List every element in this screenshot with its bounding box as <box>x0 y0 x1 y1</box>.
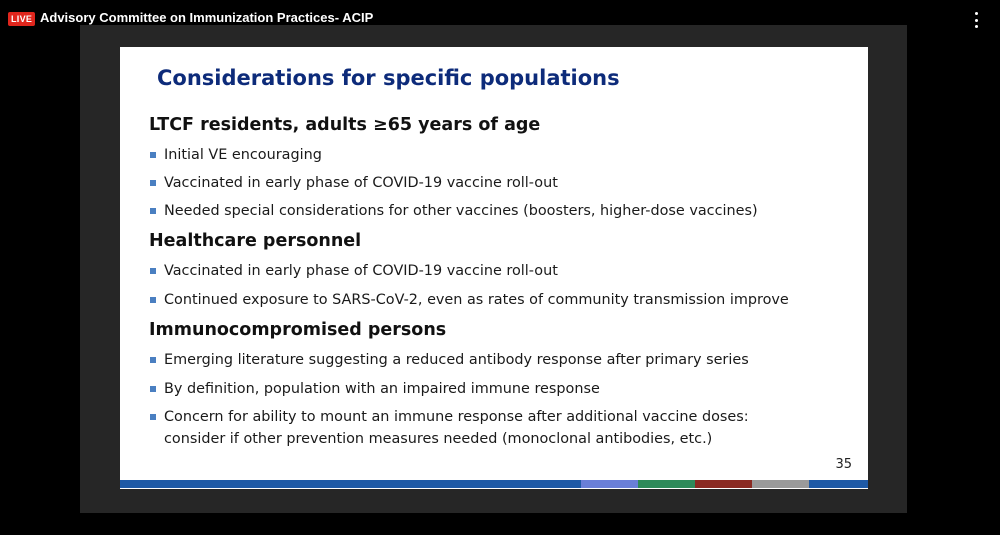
slide-title: Considerations for specific populations <box>157 66 620 90</box>
bullet-item <box>149 144 849 166</box>
footer-segment <box>120 480 581 488</box>
bullet-marker-icon <box>150 208 156 214</box>
bullet-text: Continued exposure to SARS-CoV-2, even as rates of community transmission improve <box>164 292 789 308</box>
bullet-marker-icon <box>150 297 156 303</box>
stream-title[interactable]: Advisory Committee on Immunization Practices- ACIP <box>40 10 374 25</box>
footer-segment <box>695 480 752 488</box>
section-heading-ltcf: LTCF residents, adults ≥65 years of age <box>149 115 541 135</box>
live-badge: LIVE <box>8 12 35 26</box>
bullet-text: Vaccinated in early phase of COVID-19 vaccine roll-out <box>164 175 558 191</box>
bullet-text: Emerging literature suggesting a reduced antibody response after primary series <box>164 352 749 368</box>
section-heading-healthcare: Healthcare personnel <box>149 231 362 251</box>
menu-dot <box>975 25 978 28</box>
slide-page-number: 35 <box>835 457 852 472</box>
menu-dot <box>975 19 978 22</box>
slide-footer-bar <box>120 480 868 488</box>
bullet-item <box>149 260 849 282</box>
bullet-marker-icon <box>150 414 156 420</box>
bullet-item <box>149 200 849 222</box>
bullet-marker-icon <box>150 386 156 392</box>
bullet-text: Vaccinated in early phase of COVID-19 vaccine roll-out <box>164 263 558 279</box>
footer-segment <box>752 480 809 488</box>
footer-segment <box>638 480 695 488</box>
bullet-text-continuation: consider if other prevention measures needed (monoclonal antibodies, etc.) <box>164 431 713 447</box>
presentation-slide <box>120 47 868 489</box>
bullet-marker-icon <box>150 152 156 158</box>
bullet-item <box>149 289 849 311</box>
bullet-item <box>149 349 849 371</box>
bullet-item <box>149 378 849 400</box>
bullet-text: Concern for ability to mount an immune response after additional vaccine doses: <box>164 409 749 425</box>
menu-dot <box>975 12 978 15</box>
more-options-icon[interactable] <box>968 10 984 30</box>
bullet-marker-icon <box>150 268 156 274</box>
bullet-item <box>149 406 849 450</box>
bullet-item <box>149 172 849 194</box>
footer-segment <box>581 480 638 488</box>
bullet-text: By definition, population with an impaired immune response <box>164 381 600 397</box>
bullet-marker-icon <box>150 180 156 186</box>
bullet-marker-icon <box>150 357 156 363</box>
footer-segment <box>809 480 868 488</box>
section-heading-immunocompromised: Immunocompromised persons <box>149 320 447 340</box>
bullet-text: Needed special considerations for other vaccines (boosters, higher-dose vaccines) <box>164 203 758 219</box>
bullet-text: Initial VE encouraging <box>164 147 322 163</box>
